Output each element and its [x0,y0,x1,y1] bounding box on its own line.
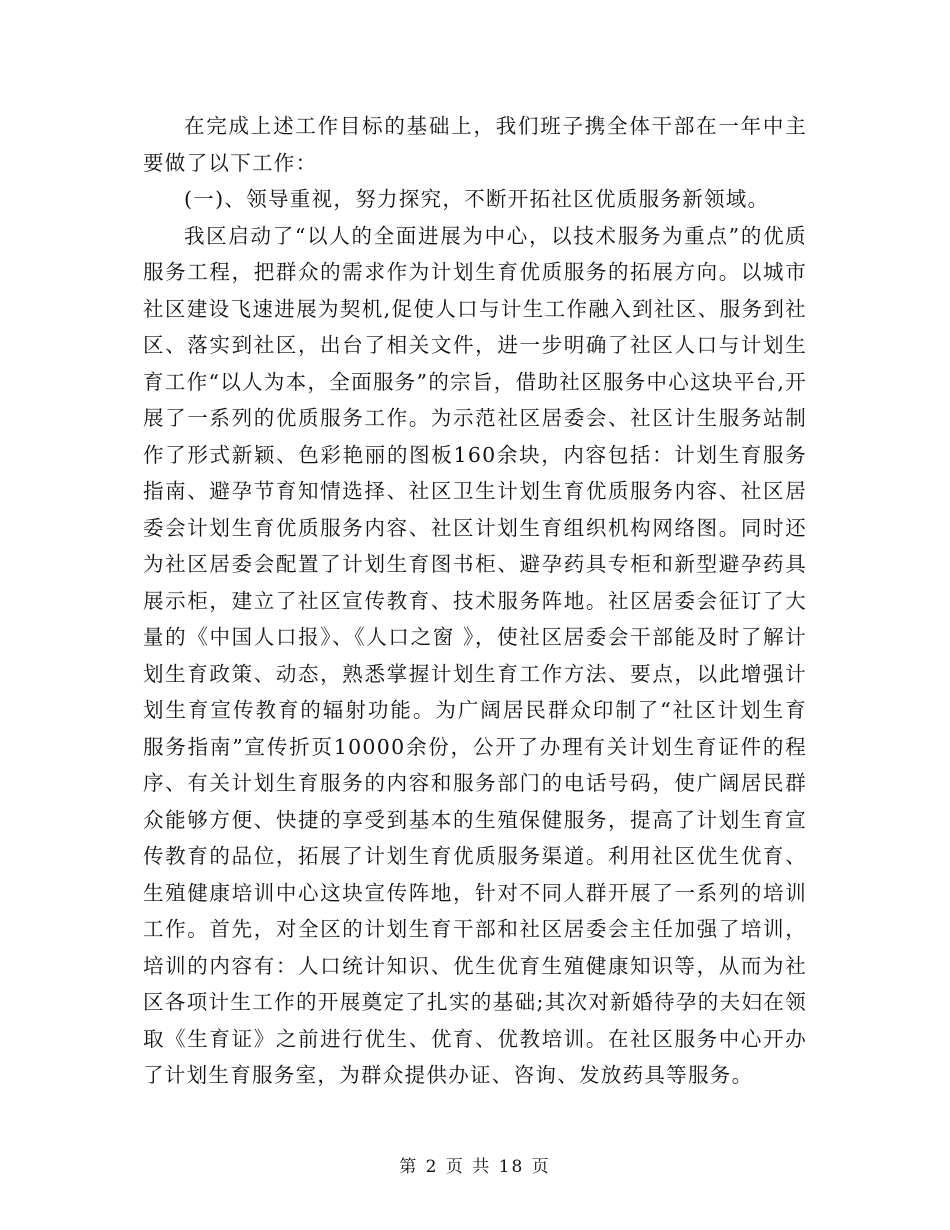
paragraph-main: 我区启动了“以人的全面进展为中心，以技术服务为重点”的优质服务工程，把群众的需求作为计划生育优质服务的拓展方向。以城市社区建设飞速进展为契机,促使人口与计生工作融入到社区、服务到社区、落实到社区，出台了相关文件，进一步明确了社区人口与计划生育工作“以人为本，全面服务”的宗旨，借助社区服务中心这块平台,开展了一系列的优质服务工作。为示范社区居委会、社区计生服务站制作了形式新颖、色彩艳丽的图板160余块，内容包括：计划生育服务指南、避孕节育知情选择、社区卫生计划生育优质服务内容、社区居委会计划生育优质服务内容、社区计划生育组织机构网络图。同时还为社区居委会配置了计划生育图书柜、避孕药具专柜和新型避孕药具展示柜，建立了社区宣传教育、技术服务阵地。社区居委会征订了大量的《中国人口报》、《人口之窗 》，使社区居委会干部能及时了解计划生育政策、动态，熟悉掌握计划生育工作方法、要点，以此增强计划生育宣传教育的辐射功能。为广阔居民群众印制了“社区计划生育服务指南”宣传折页10000余份，公开了办理有关计划生育证件的程序、有关计划生育服务的内容和服务部门的电话号码，使广阔居民群众能够方便、快捷的享受到基本的生殖保健服务，提高了计划生育宣传教育的品位，拓展了计划生育优质服务渠道。利用社区优生优育、生殖健康培训中心这块宣传阵地，针对不同人群开展了一系列的培训工作。首先，对全区的计划生育干部和社区居委会主任加强了培训，培训的内容有：人口统计知识、优生优育生殖健康知识等，从而为社区各项计生工作的开展奠定了扎实的基础;其次对新婚待孕的夫妇在领取《生育证》之前进行优生、优育、优教培训。在社区服务中心开办了计划生育服务室，为群众提供办证、咨询、发放药具等服务。 [143,223,807,1087]
page-number-footer: 第 2 页 共 18 页 [399,1157,551,1177]
document-body [143,108,807,1094]
paragraph-intro: 在完成上述工作目标的基础上，我们班子携全体干部在一年中主要做了以下工作： [143,114,807,175]
paragraph-section-heading: (一)、领导重视，努力探究，不断开拓社区优质服务新领域。 [184,187,770,211]
